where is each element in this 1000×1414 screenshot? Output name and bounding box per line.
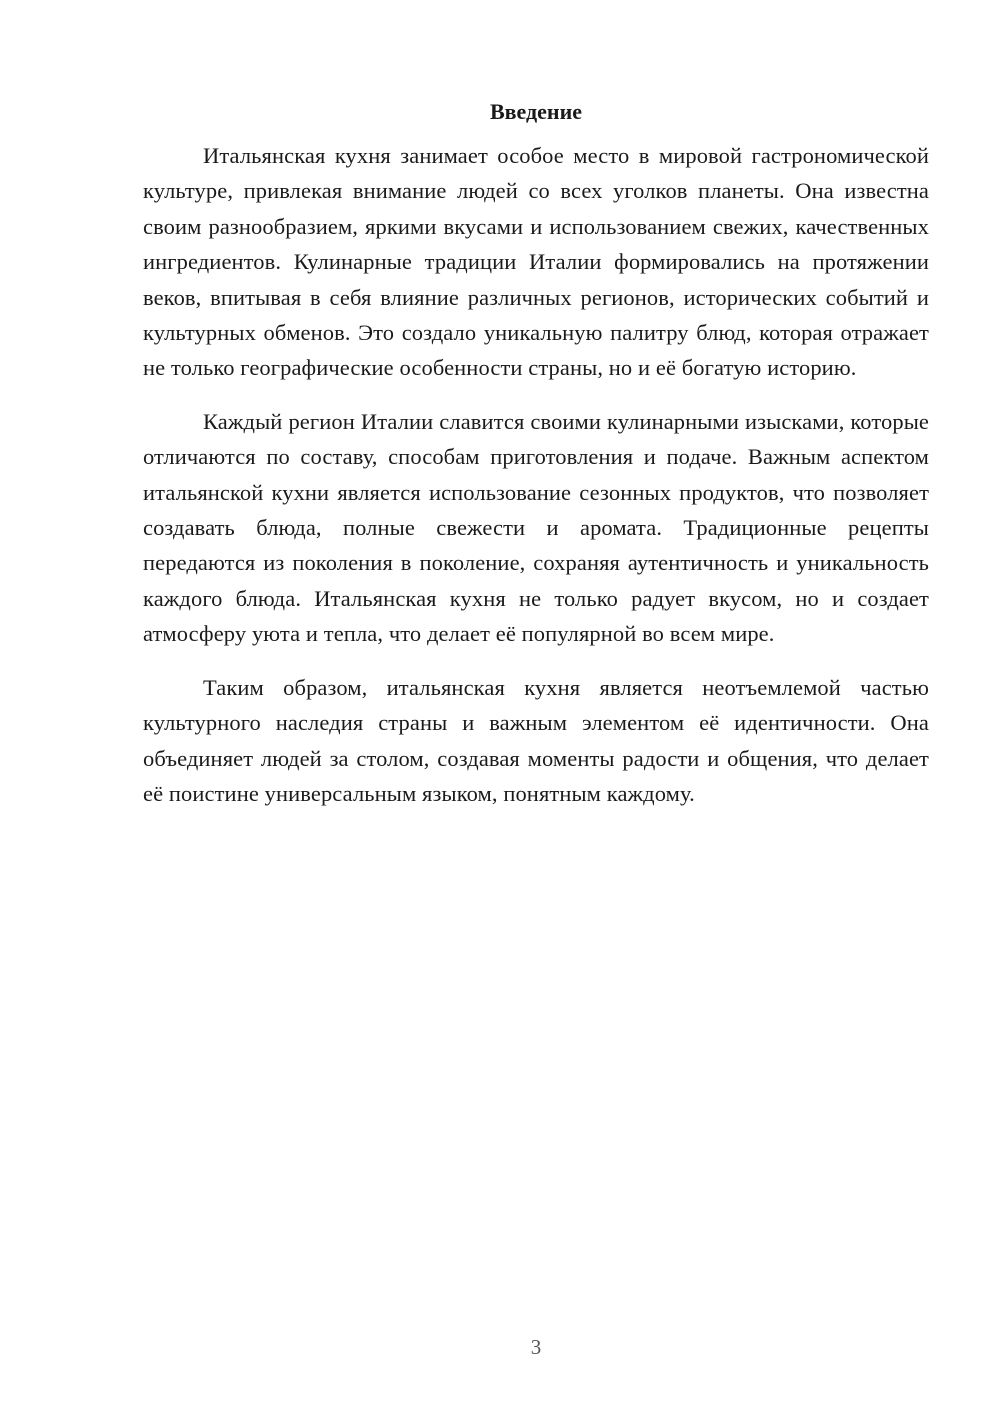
- page-content: [143, 98, 929, 829]
- paragraph-2: Каждый регион Италии славится своими кулинарными изысками, которые отличаются по составу, способам приготовления и подаче. Важным аспектом итальянской кухни является использование сезонных продуктов, что позволяет создавать блюда, полные свежести и аромата. Традиционные рецепты передаются из поколения в поколение, сохраняя аутентичность и уникальность каждого блюда. Итальянская кухня не только радует вкусом, но и создает атмосферу уюта и тепла, что делает её популярной во всем мире.: [143, 408, 929, 647]
- paragraph-1: Итальянская кухня занимает особое место в мировой гастрономической культуре, привлекая внимание людей со всех уголков планеты. Она известна своим разнообразием, яркими вкусами и использованием свежих, качественных ингредиентов. Кулинарные традиции Италии формировались на протяжении веков, впитывая в себя влияние различных регионов, исторических событий и культурных обменов. Это создало уникальную палитру блюд, которая отражает не только географические особенности страны, но и её богатую историю.: [143, 143, 929, 381]
- paragraph-3: Таким образом, итальянская кухня является неотъемлемой частью культурного наследия страны и важным элементом её идентичности. Она объединяет людей за столом, создавая моменты радости и общения, что делает её поистине универсальным языком, понятным каждому.: [143, 674, 929, 806]
- section-heading: Введение: [489, 99, 583, 124]
- page-number: 3: [530, 1335, 542, 1359]
